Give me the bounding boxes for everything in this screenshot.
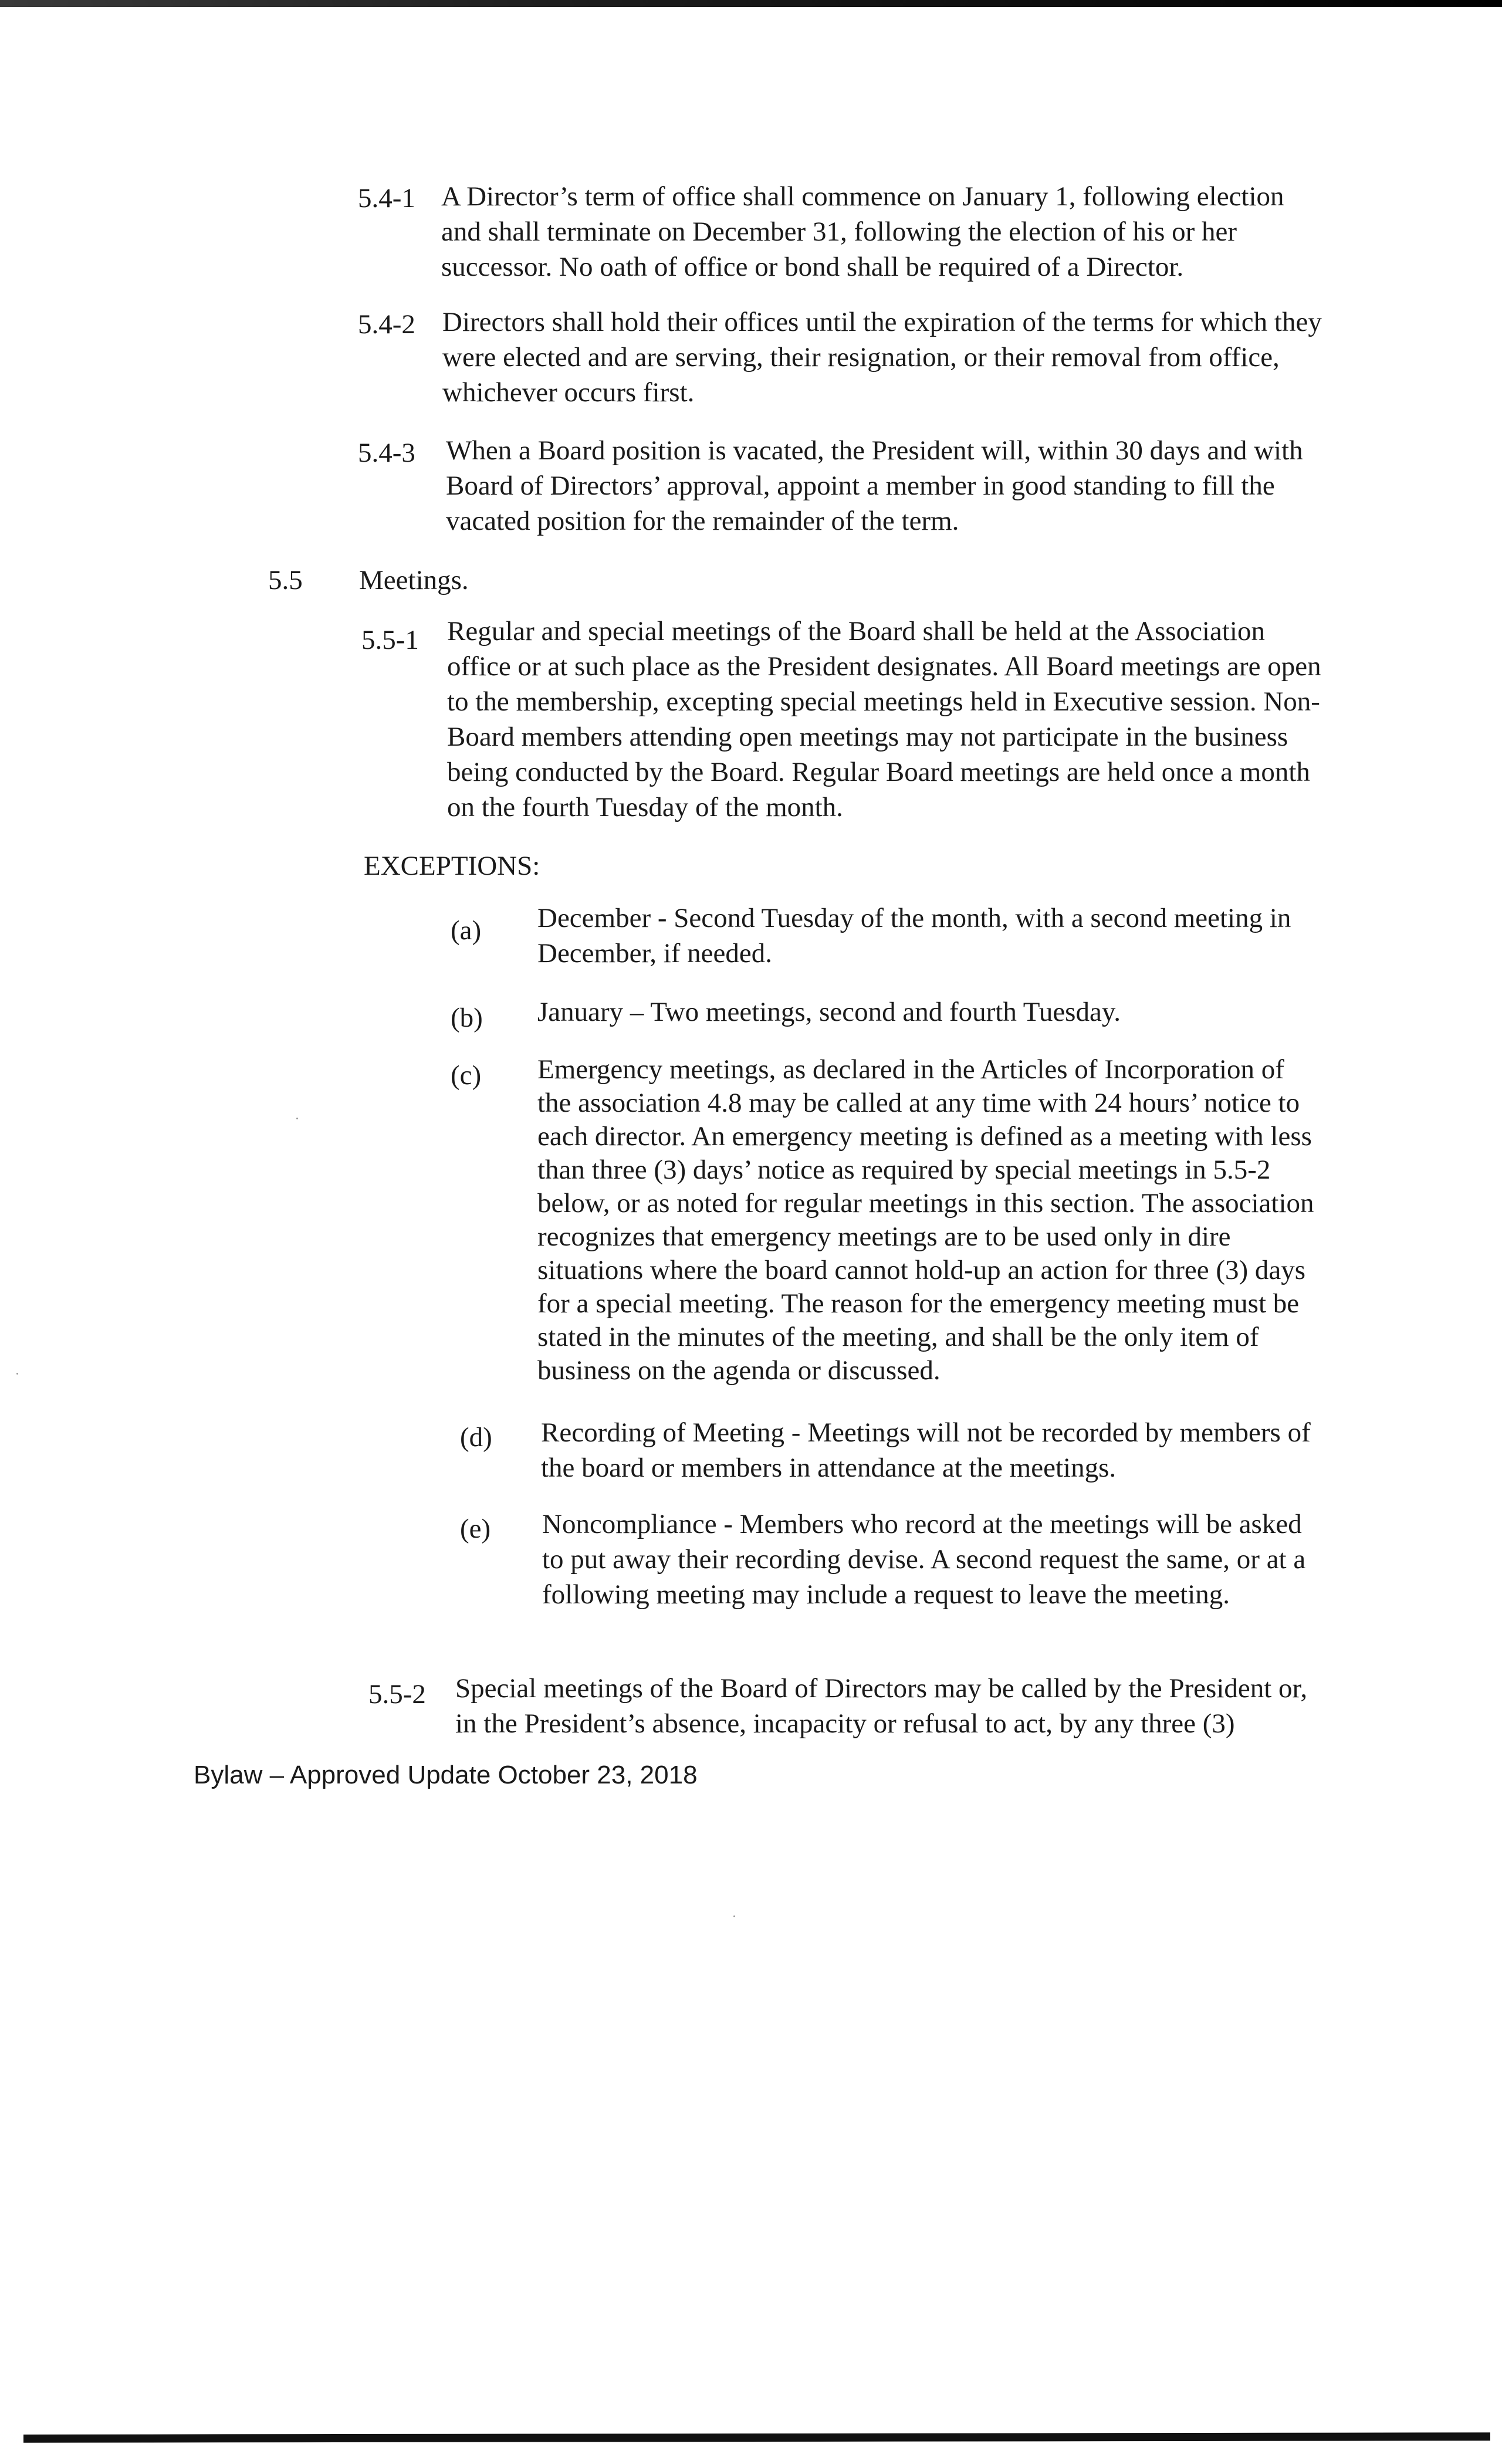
section-number: 5.5: [268, 565, 303, 595]
scan-edge-bottom: [23, 2432, 1490, 2442]
scan-speck: [296, 1118, 298, 1119]
section-text: Directors shall hold their offices until the expiration of the terms for which they were elected and are serving, their resignation, or their removal from office, whichever occurs first.: [442, 307, 1322, 408]
page-footer: Bylaw – Approved Update October 23, 2018: [194, 1761, 698, 1789]
exception-text: December - Second Tuesday of the month, with a second meeting in December, if needed.: [537, 903, 1291, 969]
scan-edge-top: [0, 0, 1502, 7]
exception-text: January – Two meetings, second and fourth Tuesday.: [537, 997, 1121, 1027]
section-number: 5.5-1: [361, 625, 419, 655]
section-number: 5.4-2: [358, 309, 415, 340]
exception-label: (e): [460, 1514, 491, 1544]
exception-label: (d): [460, 1422, 492, 1453]
exceptions-heading: EXCEPTIONS:: [364, 851, 540, 881]
section-text: A Director’s term of office shall commence on January 1, following election and shall terminate on December 31, following the election of his or her successor. No oath of office or bond shall be required of a Director.: [441, 181, 1284, 282]
section-number: 5.4-3: [358, 438, 415, 468]
section-text: When a Board position is vacated, the President will, within 30 days and with Board of Directors’ approval, appoint a member in good standing to fill the vacated position for the remainder of the term.: [446, 435, 1303, 536]
section-text: Special meetings of the Board of Directors may be called by the President or, in the President’s absence, incapacity or refusal to act, by any three (3): [455, 1673, 1308, 1739]
scan-speck: [733, 1915, 735, 1917]
exception-text: Emergency meetings, as declared in the Articles of Incorporation of the association 4.8 may be called at any time with 24 hours’ notice to each director. An emergency meeting is defined as a meeting with less than three (3) days’ notice as required by special meetings in 5.5-2 below, or as noted for regular meetings in this section. The association recognizes that emergency meetings are to be used only in dire situations where the board cannot hold-up an action for three (3) days for a special meeting. The reason for the emergency meeting must be stated in the minutes of the meeting, and shall be the only item of business on the agenda or discussed.: [537, 1054, 1314, 1386]
exception-text: Recording of Meeting - Meetings will not be recorded by members of the board or members in attendance at the meetings.: [541, 1417, 1311, 1483]
exception-label: (c): [451, 1060, 482, 1091]
scan-speck: [16, 1373, 18, 1375]
exception-text: Noncompliance - Members who record at the meetings will be asked to put away their recording devise. A second request the same, or at a following meeting may include a request to leave the meeting.: [542, 1509, 1306, 1610]
section-title: Meetings.: [359, 565, 469, 595]
section-number: 5.4-1: [358, 183, 415, 214]
exception-label: (b): [451, 1003, 483, 1033]
exception-label: (a): [451, 915, 482, 946]
section-text: Regular and special meetings of the Board shall be held at the Association office or at such place as the President designates. All Board meetings are open to the membership, excepting special meetings held in Executive session. Non-Board members attending open meetings may not participate in the business being conducted by the Board. Regular Board meetings are held once a month on the fourth Tuesday of the month.: [447, 616, 1321, 823]
section-number: 5.5-2: [368, 1679, 426, 1710]
